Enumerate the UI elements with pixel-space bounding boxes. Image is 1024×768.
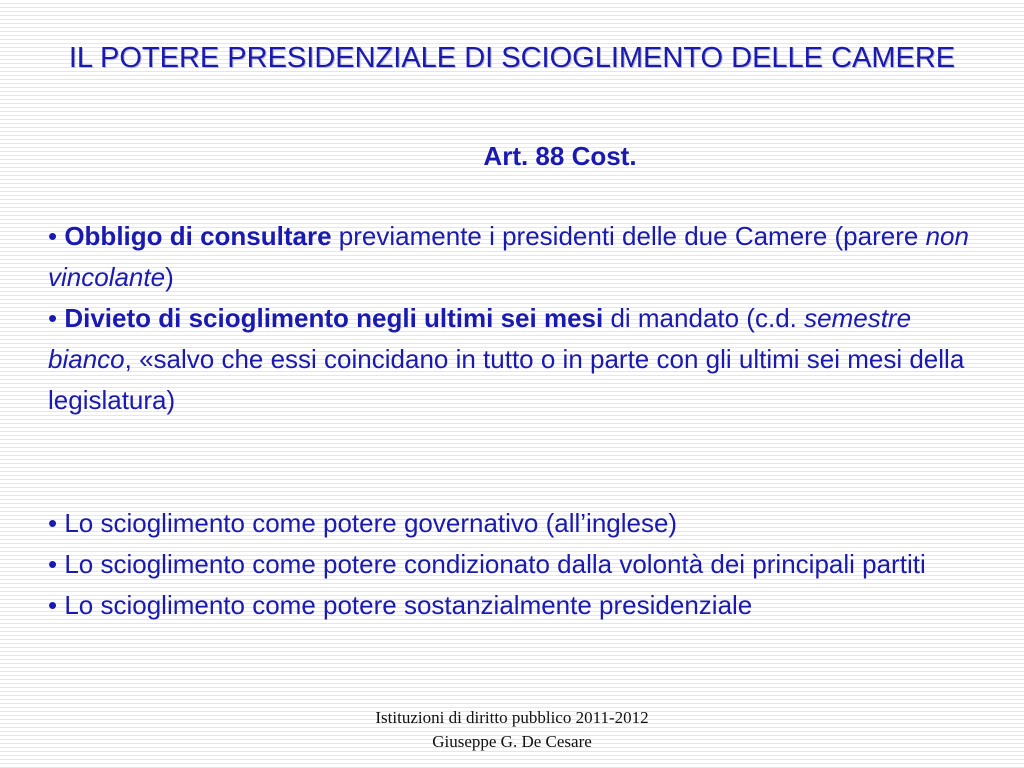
slide-title: IL POTERE PRESIDENZIALE DI SCIOGLIMENTO DELLE CAMERE: [68, 42, 956, 74]
bullet-item: [48, 216, 988, 298]
bullet-italic-text: semestre bianco: [48, 303, 912, 374]
bullet-marker: •: [48, 221, 65, 251]
bullet-text: previamente i presidenti delle due Camere (parere: [331, 221, 926, 251]
slide-footer: [0, 706, 1024, 754]
bullet-italic-text: non vincolante: [48, 221, 969, 292]
bullet-item: • Lo scioglimento come potere governativo (all’inglese): [48, 508, 678, 538]
bullet-bold-text: Obbligo di consultare: [64, 221, 332, 251]
bullet-item: [48, 298, 988, 421]
bullet-text: di mandato (c.d.: [603, 303, 805, 333]
footer-course: Istituzioni di diritto pubblico 2011-2012: [375, 708, 649, 727]
bullet-item: • Lo scioglimento come potere condizionato dalla volontà dei principali partiti: [48, 549, 926, 579]
bullet-text: , «salvo che essi coincidano in tutto o in parte con gli ultimi sei mesi della legislatura): [48, 344, 965, 415]
spacer: [48, 421, 988, 503]
slide-body: [48, 216, 988, 626]
bullet-text: ): [165, 262, 174, 292]
slide-subtitle: Art. 88 Cost.: [483, 141, 637, 171]
bullet-item: • Lo scioglimento come potere sostanzialmente presidenziale: [48, 590, 753, 620]
bullet-bold-text: Divieto di scioglimento negli ultimi sei mesi: [64, 303, 604, 333]
bullet-marker: •: [48, 303, 65, 333]
footer-author: Giuseppe G. De Cesare: [432, 732, 592, 751]
